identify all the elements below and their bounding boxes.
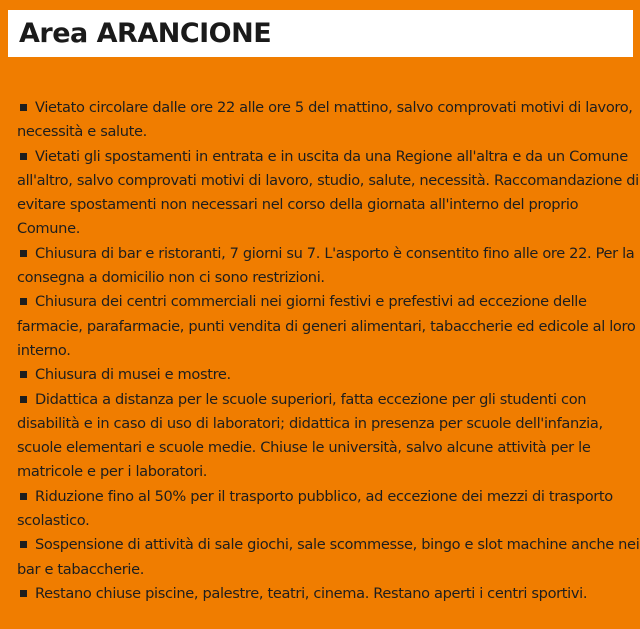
list-item: [17, 582, 640, 606]
square-bullet-icon: [20, 371, 27, 378]
list-item-text: Vietati gli spostamenti in entrata e in uscita da una Regione all'altra e da un Comune all'altro, salvo comprovati motivi di lavoro, studio, salute, necessità. Raccomandazione di evitare spostamenti non necessari nel corso della giornata all'interno del proprio Comune.: [17, 147, 639, 238]
title-bar: [8, 10, 633, 57]
list-item: [17, 485, 640, 534]
square-bullet-icon: [20, 250, 27, 257]
square-bullet-icon: [20, 493, 27, 500]
list-item: [17, 533, 640, 582]
list-item-text: Didattica a distanza per le scuole superiori, fatta eccezione per gli studenti con disabilità e in caso di uso di laboratori; didattica in presenza per scuole dell'infanzia, scuole elementari e scuole medie. Chiuse le università, salvo alcune attività per le matricole e per i laboratori.: [17, 390, 603, 481]
list-item: [17, 388, 640, 485]
list-item-text: Riduzione fino al 50% per il trasporto pubblico, ad eccezione dei mezzi di trasporto scolastico.: [17, 487, 613, 530]
square-bullet-icon: [20, 590, 27, 597]
list-item: [17, 242, 640, 291]
list-item-text: Vietato circolare dalle ore 22 alle ore 5 del mattino, salvo comprovati motivi di lavoro, necessità e salute.: [17, 99, 633, 141]
list-item-text: Chiusura di bar e ristoranti, 7 giorni su 7. L'asporto è consentito fino alle ore 22. Per la consegna a domicilio non ci sono restrizioni.: [17, 244, 635, 287]
list-item-text: Sospensione di attività di sale giochi, sale scommesse, bingo e slot machine anche nei bar e tabaccherie.: [17, 536, 640, 578]
list-item-text: Chiusura di musei e mostre.: [35, 366, 231, 384]
square-bullet-icon: [20, 298, 27, 305]
restrictions-list: [17, 96, 640, 606]
list-item-text: Chiusura dei centri commerciali nei giorni festivi e prefestivi ad eccezione delle farmacie, parafarmacie, punti vendita di generi alimentari, tabaccherie ed edicole al loro interno.: [17, 293, 636, 359]
page-title: Area ARANCIONE: [19, 18, 272, 49]
list-item: [17, 145, 640, 242]
list-item: [17, 290, 640, 363]
square-bullet-icon: [20, 153, 27, 160]
square-bullet-icon: [20, 541, 27, 548]
square-bullet-icon: [20, 104, 27, 111]
list-item-text: Restano chiuse piscine, palestre, teatri, cinema. Restano aperti i centri sportivi.: [35, 584, 588, 602]
list-item: [17, 96, 640, 145]
square-bullet-icon: [20, 396, 27, 403]
list-item: [17, 363, 640, 387]
